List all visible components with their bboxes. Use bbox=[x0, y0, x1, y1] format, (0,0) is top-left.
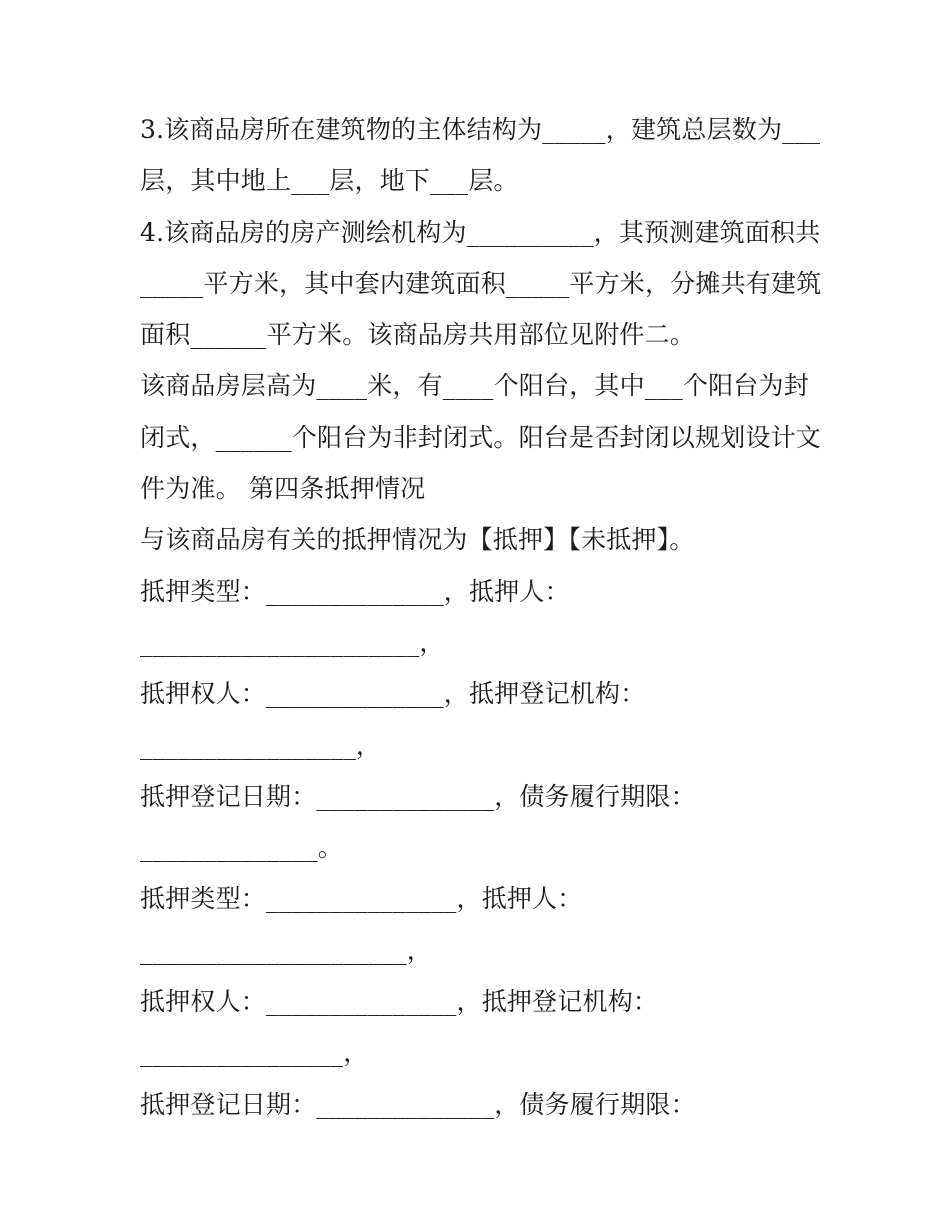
text-line: 抵押登记日期：______________，债务履行期限： bbox=[140, 1089, 696, 1119]
text-line: 3.该商品房所在建筑物的主体结构为_____，建筑总层数为___ bbox=[140, 115, 821, 144]
text-line: ________________， bbox=[140, 1038, 369, 1068]
document-page bbox=[140, 104, 822, 1130]
text-line: 抵押类型：______________，抵押人： bbox=[140, 576, 570, 606]
text-line: 面积______平方米。该商品房共用部位见附件二。 bbox=[140, 320, 696, 350]
text-line: ______________________， bbox=[140, 627, 445, 657]
text-line: _________________， bbox=[140, 730, 382, 760]
text-line: 4.该商品房的房产测绘机构为__________，其预测建筑面积共 bbox=[140, 217, 821, 247]
text-line: 该商品房层高为____米，有____个阳台，其中___个阳台为封 bbox=[140, 371, 809, 401]
text-line: 抵押权人：______________，抵押登记机构： bbox=[140, 679, 646, 709]
text-line: 抵押权人：_______________，抵押登记机构： bbox=[140, 987, 659, 1017]
text-line: 与该商品房有关的抵押情况为【抵押】【未抵押】。 bbox=[140, 525, 695, 555]
text-line: 闭式，______个阳台为非封闭式。阳台是否封闭以规划设计文 bbox=[140, 422, 822, 452]
text-line: 件为准。 第四条抵押情况 bbox=[140, 474, 426, 504]
text-line: 抵押类型：_______________，抵押人： bbox=[140, 884, 583, 914]
text-line: ______________。 bbox=[140, 833, 344, 863]
text-line: _____________________， bbox=[140, 935, 432, 965]
text-line: 抵押登记日期：______________，债务履行期限： bbox=[140, 781, 696, 811]
text-line: _____平方米，其中套内建筑面积_____平方米，分摊共有建筑 bbox=[140, 268, 822, 298]
text-line: 层，其中地上___层，地下___层。 bbox=[140, 166, 519, 196]
